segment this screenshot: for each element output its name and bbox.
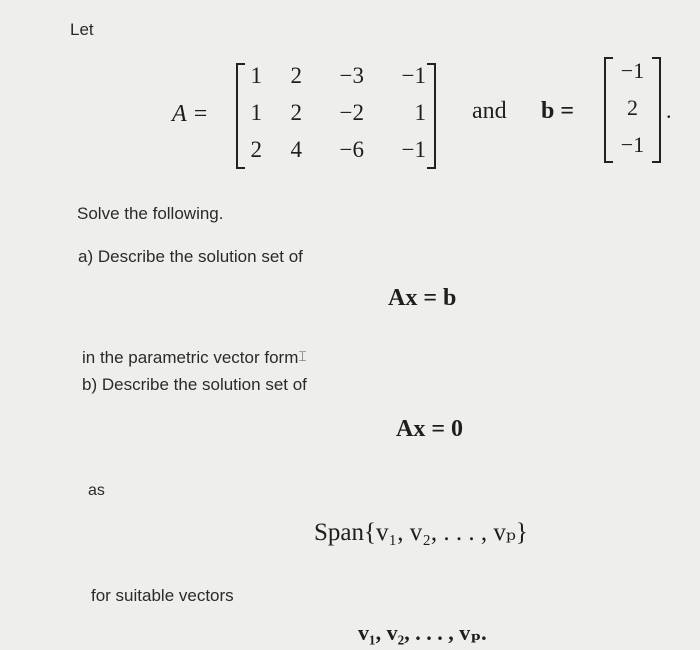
span-expression: Span{v₁, v₂, . . . , vₚ} [314,519,528,546]
matrix-a-cell-r1c3: −3 [339,63,364,88]
matrix-a [236,63,436,171]
matrix-a-cell-r3c1: 2 [250,137,262,162]
vectors-list: v₁, v₂, . . . , vₚ. [358,620,487,645]
matrix-a-cell-r2c3: −2 [339,100,364,125]
matrix-a-cell-r2c4: 1 [414,100,426,125]
suitable-vectors-text: for suitable vectors [91,586,234,605]
vector-b-period: . [666,98,672,123]
vector-b-entry-1: −1 [620,58,645,83]
instruction-text: Solve the following. [77,204,224,223]
and-text: and [472,98,507,124]
matrix-a-cell-r3c3: −6 [339,137,364,162]
part-a-equation: Ax = b [388,285,457,311]
matrix-a-cell-r1c4: −1 [401,63,426,88]
matrix-a-label: A = [172,101,209,127]
matrix-a-cell-r3c2: 4 [290,137,302,162]
matrix-a-cell-r1c2: 2 [290,63,302,88]
matrix-a-cell-r1c1: 1 [250,63,262,88]
vector-b-label: b = [541,98,575,124]
part-a-prompt: a) Describe the solution set of [78,247,303,266]
part-b-as-text: as [88,482,105,499]
vector-b [604,57,661,165]
matrix-a-right-bracket [427,63,436,169]
vector-b-entry-2: 2 [627,95,638,120]
vector-b-entry-3: −1 [620,132,645,157]
text-cursor-icon: ⌶ [298,348,307,364]
intro-text: Let [70,20,94,39]
matrix-a-cell-r3c4: −1 [401,137,426,162]
part-a-suffix [82,348,307,368]
matrix-a-cell-r2c2: 2 [290,100,302,125]
part-a-suffix-text: in the parametric vector form [82,348,299,367]
part-b-equation: Ax = 0 [396,416,464,442]
part-b-prompt: b) Describe the solution set of [82,375,307,394]
matrix-a-cell-r2c1: 1 [250,100,262,125]
